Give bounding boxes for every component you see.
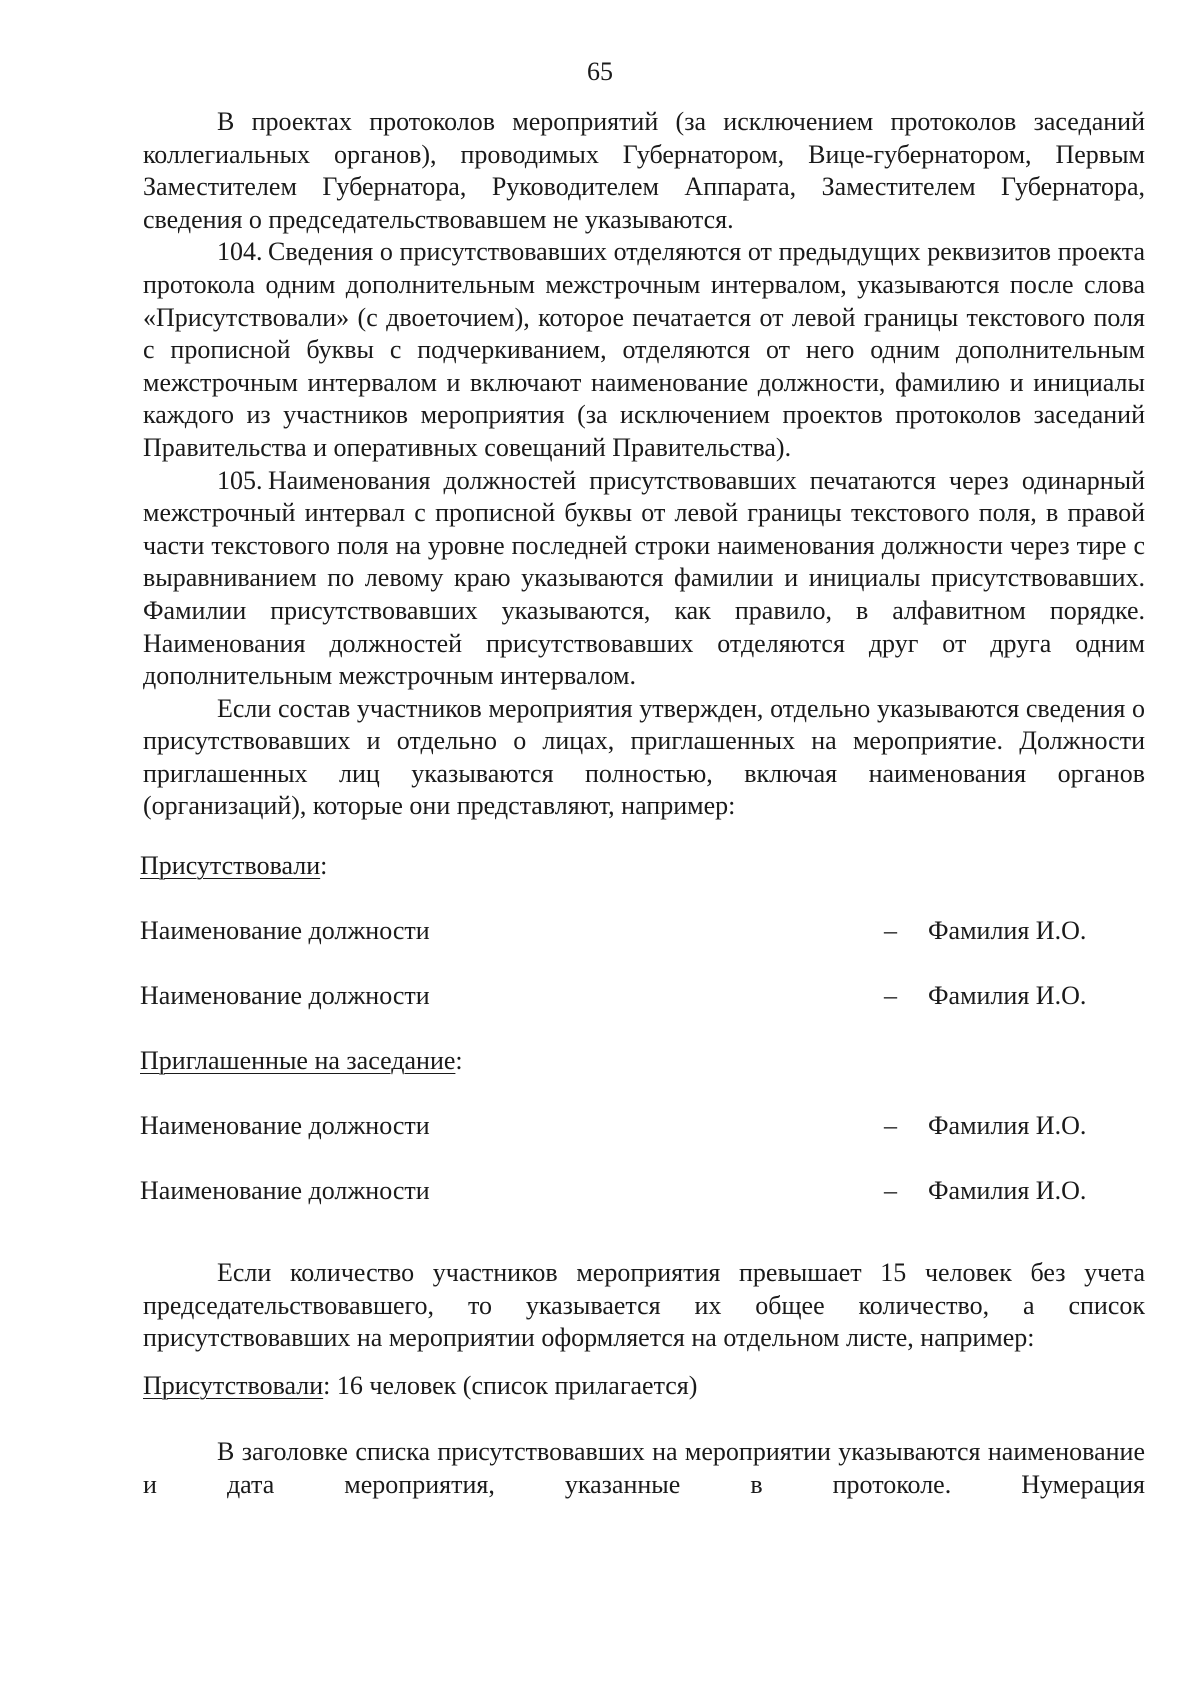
surname-initials: Фамилия И.О. xyxy=(928,1111,1087,1140)
item-104 xyxy=(143,236,1145,464)
position-name: Наименование должности xyxy=(140,1176,430,1205)
item-number: 104. xyxy=(217,237,263,267)
position-name: Наименование должности xyxy=(140,1111,430,1140)
item-105 xyxy=(143,465,1145,693)
paragraph-invited: Если состав участников мероприятия утвержден, отдельно указываются сведения о присутствовавших и отдельно о лицах, приглашенных на мероприятие. Должности приглашенных лиц указываются полностью, включая наименования органов (организаций), которые они представляют, например: xyxy=(143,693,1145,821)
position-name: Наименование должности xyxy=(140,981,430,1010)
page-number: 65 xyxy=(587,57,613,86)
item-text: Сведения о присутствовавших отделяются от предыдущих реквизитов проекта протокола одним дополнительным межстрочным интервалом, указываются после слова «Присутствовали» (с двоеточием), которое печатается от левой границы текстового поля с прописной буквы с подчеркиванием, отделяются от него одним дополнительным межстрочным интервалом и включают наименование должности, фамилию и инициалы каждого из участников мероприятия (за исключением проектов протоколов заседаний Правительства и оперативных совещаний Правительства). xyxy=(143,237,1145,462)
dash: – xyxy=(884,1111,897,1140)
present-count-line: Присутствовали: 16 человек (список прилагается) xyxy=(143,1371,698,1400)
invited-label: Приглашенные на заседание: xyxy=(140,1046,463,1075)
item-number: 105. xyxy=(217,465,263,495)
paragraph-list-header: В заголовке списка присутствовавших на мероприятии указываются наименование и дата мероприятия, указанные в протоколе. Нумерация xyxy=(143,1437,1145,1499)
surname-initials: Фамилия И.О. xyxy=(928,981,1087,1010)
surname-initials: Фамилия И.О. xyxy=(928,916,1087,945)
surname-initials: Фамилия И.О. xyxy=(928,1176,1087,1205)
position-name: Наименование должности xyxy=(140,916,430,945)
dash: – xyxy=(884,1176,897,1205)
body-text-count xyxy=(143,1257,1145,1355)
present-label: Присутствовали: xyxy=(140,851,328,880)
paragraph-count: Если количество участников мероприятия превышает 15 человек без учета председательствовавшего, то указывается их общее количество, а список присутствовавших на мероприятии оформляется на отдельном листе, например: xyxy=(143,1258,1145,1353)
attendee-row xyxy=(140,980,1100,1013)
attendee-row xyxy=(140,915,1100,948)
dash: – xyxy=(884,981,897,1010)
invitee-row xyxy=(140,1110,1100,1143)
invitee-row xyxy=(140,1175,1100,1208)
dash: – xyxy=(884,916,897,945)
item-text: Наименования должностей присутствовавших печатаются через одинарный межстрочный интервал с прописной буквы от левой границы текстового поля, в правой части текстового поля на уровне последней строки наименования должности через тире с выравниванием по левому краю указываются фамилии и инициалы присутствовавших. Фамилии присутствовавших указываются, как правило, в алфавитном порядке. Наименования должностей присутствовавших отделяются друг от друга одним дополнительным межстрочным интервалом. xyxy=(143,465,1145,691)
body-text-bottom xyxy=(143,1436,1145,1501)
body-text-top xyxy=(143,106,1145,823)
paragraph-chairman: В проектах протоколов мероприятий (за исключением протоколов заседаний коллегиальных органов), проводимых Губернатором, Вице-губернатором, Первым Заместителем Губернатора, Руководителем Аппарата, Заместителем Губернатора, сведения о председательствовавшем не указываются. xyxy=(143,107,1145,234)
